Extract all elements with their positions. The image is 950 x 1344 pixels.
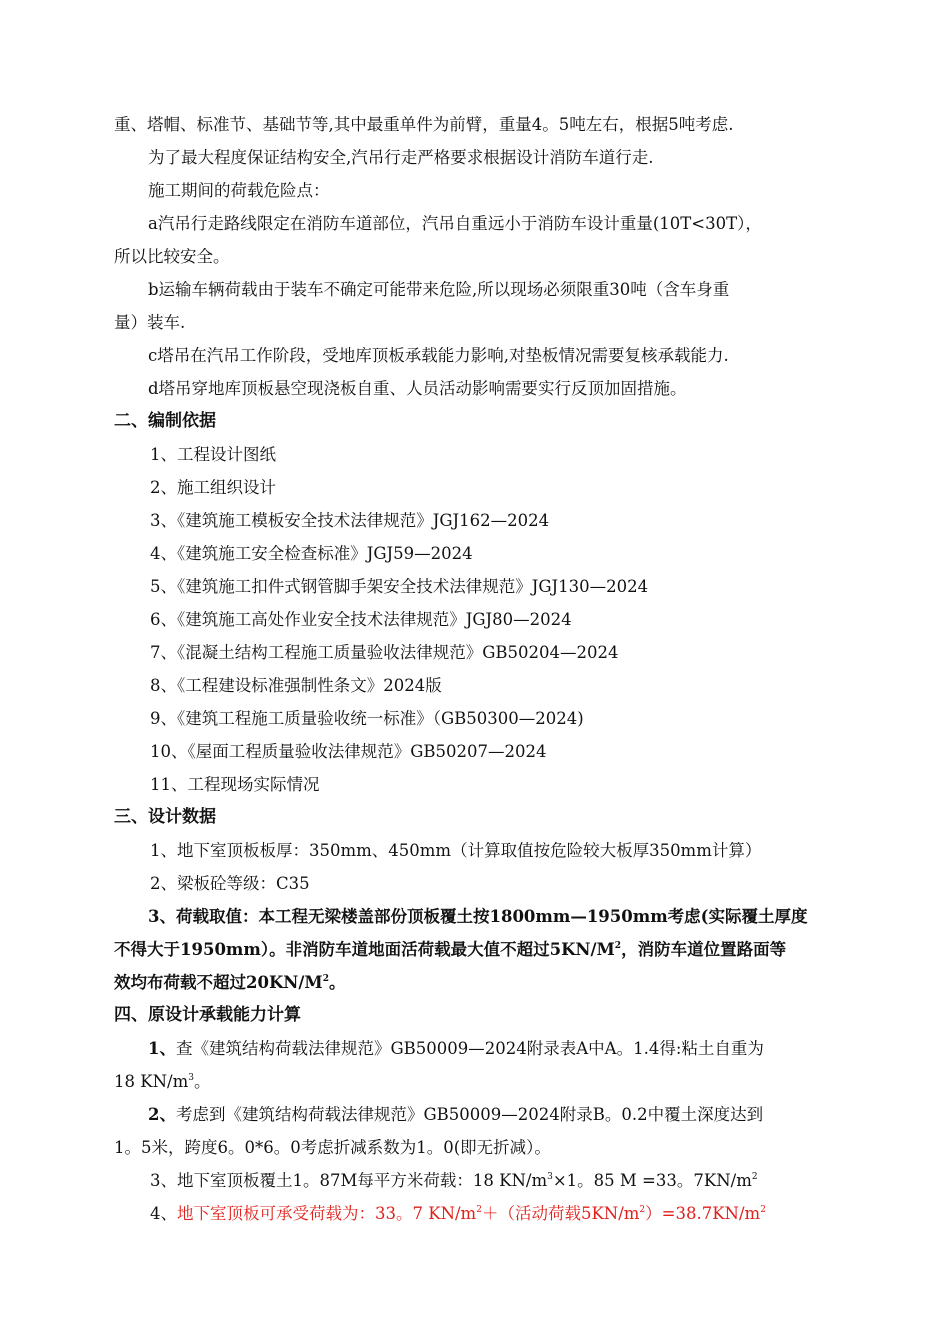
calc-text: 3、地下室顶板覆土1。87M每平方米荷载：18 KN/m (150, 1171, 548, 1190)
hazard-d: d塔吊穿地库顶板悬空现浇板自重、人员活动影响需要实行反顶加固措施。 (148, 379, 687, 398)
load-text: 不得大于1950mm）。非消防车道地面活荷载最大值不超过5KN/M (114, 940, 615, 959)
intro-line-1: 重、塔帽、标准节、基础节等,其中最重单件为前臂，重量4。5吨左右，根据5吨考虑. (114, 115, 734, 134)
basis-item: 9、《建筑工程施工质量验收统一标准》（GB50300—2024) (150, 709, 584, 728)
hazard-a-line-1: a汽吊行走路线限定在消防车道部位，汽吊自重远小于消防车设计重量(10T<30T）， (148, 214, 762, 233)
superscript: 2 (614, 941, 622, 951)
calc-text: 查《建筑结构荷载法律规范》GB50009—2024附录表A中A。1.4得:粘土自重为 (175, 1039, 764, 1058)
document-body (114, 108, 862, 1230)
calc-text: 。 (193, 1072, 211, 1091)
basis-item: 8、《工程建设标准强制性条文》2024版 (150, 676, 442, 695)
item-number: 4、 (150, 1204, 177, 1223)
section-4-heading: 四、原设计承载能力计算 (114, 1005, 301, 1025)
superscript: 2 (760, 1205, 766, 1215)
section-2-heading: 二、编制依据 (114, 411, 216, 431)
calc-item-1-line-2 (114, 1065, 862, 1098)
calc-text: ×1。85 M =33。7KN/m (552, 1171, 752, 1190)
superscript: 3 (188, 1073, 194, 1083)
basis-item: 2、施工组织设计 (150, 478, 276, 497)
load-text: 效均布荷载不超过20KN/M (114, 973, 323, 992)
calc-text: 考虑到《建筑结构荷载法律规范》GB50009—2024附录B。0.2中覆土深度达到 (175, 1105, 764, 1124)
calc-item-4 (114, 1197, 862, 1230)
basis-item: 5、《建筑施工扣件式钢管脚手架安全技术法律规范》JGJ130—2024 (150, 577, 649, 596)
hazard-a-line-2: 所以比较安全。 (114, 247, 230, 266)
load-text: 。 (328, 973, 346, 992)
hazard-points-heading: 施工期间的荷载危险点： (148, 181, 330, 200)
hazard-b-line-1: b运输车辆荷载由于装车不确定可能带来危险,所以现场必须限重30吨（含车身重 (148, 280, 730, 299)
calc-text: ＋（活动荷载5KN/m (481, 1204, 640, 1223)
superscript: 2 (751, 1172, 758, 1182)
highlighted-result (177, 1204, 766, 1223)
calc-text: ）=38.7KN/m (645, 1204, 761, 1223)
calc-item-1-line-1 (114, 1032, 862, 1065)
calc-text: 地下室顶板可承受荷载为：33。7 KN/m (177, 1204, 477, 1223)
calc-item-2-line-2: 1。5米，跨度6。0*6。0考虑折减系数为1。0(即无折减）。 (114, 1138, 551, 1157)
superscript: 2 (322, 974, 329, 984)
hazard-c: c塔吊在汽吊工作阶段，受地库顶板承载能力影响,对垫板情况需要复核承载能力. (148, 346, 729, 365)
basis-item: 1、工程设计图纸 (150, 445, 276, 464)
superscript: 3 (547, 1172, 553, 1182)
design-item-load-line-3 (114, 966, 862, 999)
design-item-concrete-grade: 2、梁板砼等级：C35 (150, 874, 310, 893)
load-text: ，消防车道位置路面等 (621, 940, 787, 959)
basis-item: 7、《混凝土结构工程施工质量验收法律规范》GB50204—2024 (150, 643, 619, 662)
section-3-heading: 三、设计数据 (114, 807, 216, 827)
design-item-load-line-2 (114, 933, 862, 966)
basis-item: 11、工程现场实际情况 (150, 775, 320, 794)
basis-item: 3、《建筑施工模板安全技术法律规范》JGJ162—2024 (150, 511, 550, 530)
hazard-b-line-2: 量）装车. (114, 313, 186, 332)
calc-text: 18 KN/m (114, 1072, 189, 1091)
superscript: 2 (476, 1205, 482, 1215)
basis-item: 4、《建筑施工安全检查标准》JGJ59—2024 (150, 544, 473, 563)
design-item-slab-thickness: 1、地下室顶板板厚：350mm、450mm（计算取值按危险较大板厚350mm计算） (150, 841, 762, 860)
calc-item-2-line-1 (114, 1098, 862, 1131)
design-item-load-line-1: 3、荷载取值：本工程无梁楼盖部份顶板覆土按1800mm—1950mm考虑(实际覆土厚度 (148, 907, 808, 926)
superscript: 2 (639, 1205, 646, 1215)
intro-line-2: 为了最大程度保证结构安全,汽吊行走严格要求根据设计消防车道行走. (148, 148, 654, 167)
basis-item: 10、《屋面工程质量验收法律规范》GB50207—2024 (150, 742, 547, 761)
basis-item: 6、《建筑施工高处作业安全技术法律规范》JGJ80—2024 (150, 610, 572, 629)
calc-item-3 (114, 1164, 862, 1197)
item-number: 1、 (148, 1039, 176, 1058)
item-number: 2、 (148, 1105, 176, 1124)
